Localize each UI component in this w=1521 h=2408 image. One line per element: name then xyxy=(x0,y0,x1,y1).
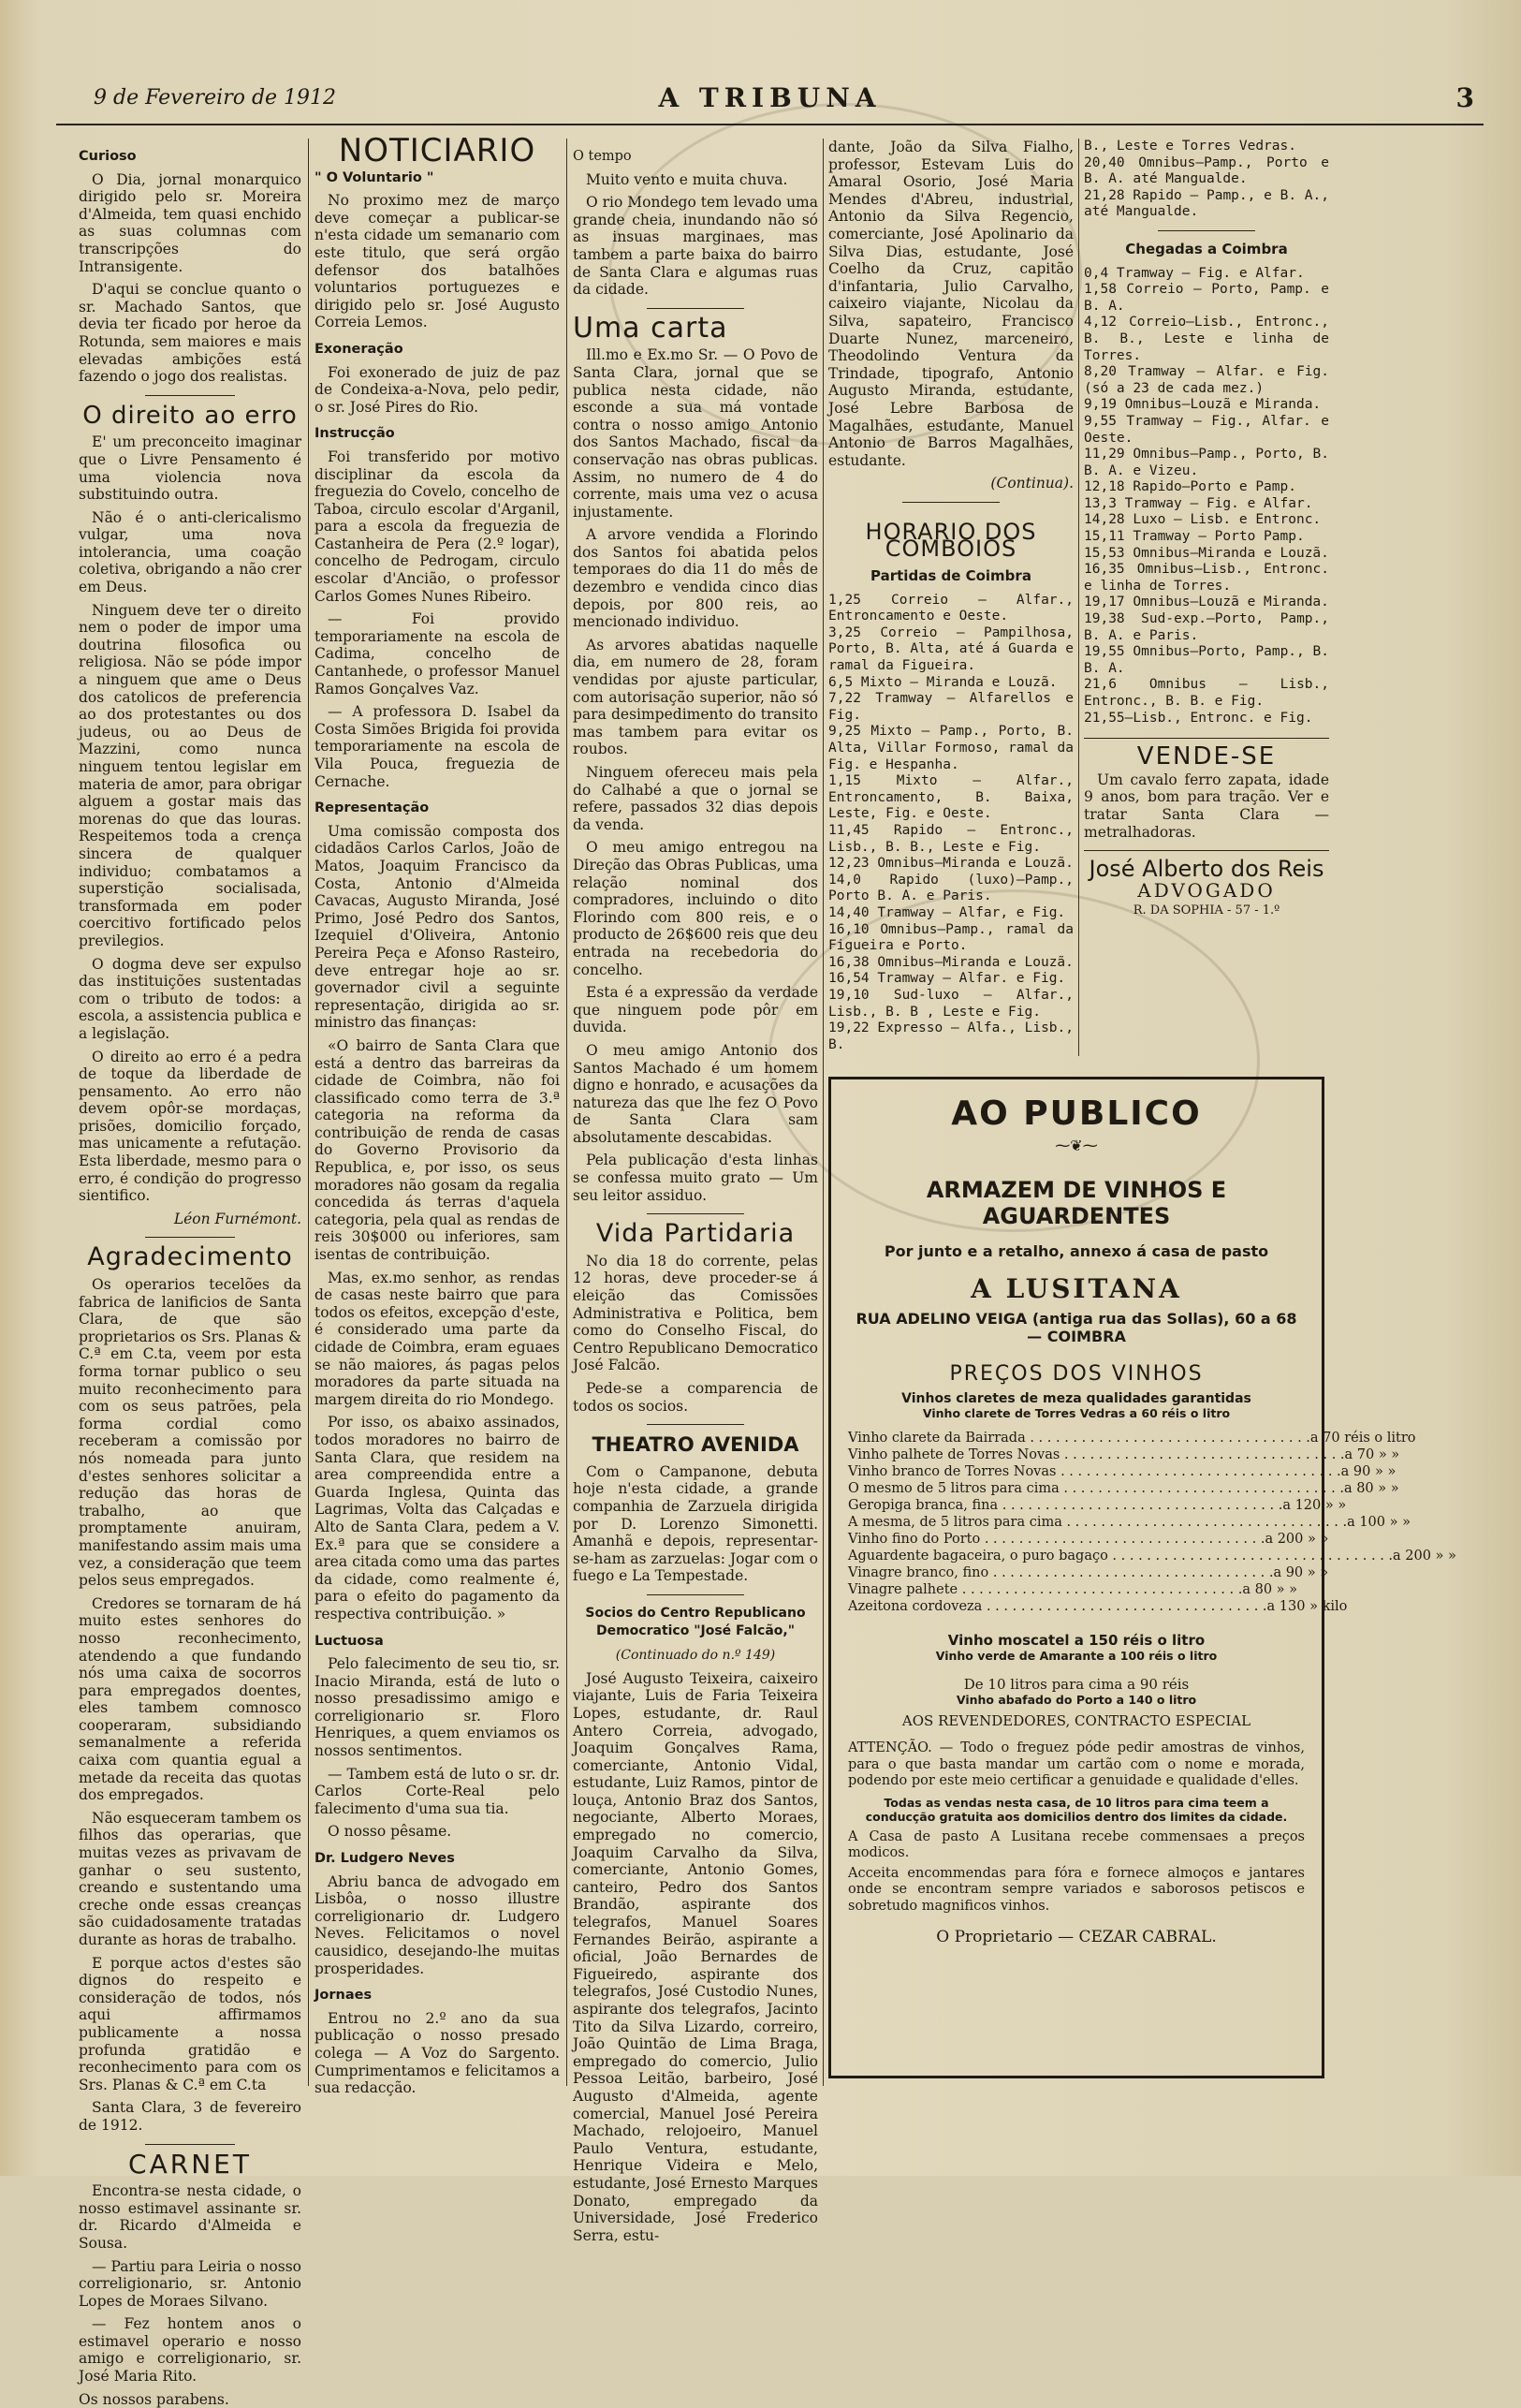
attention-text: ATTENÇÃO. — Todo o freguez póde pedir amostras de vinhos, para o que basta mandar um cartão com o nome e morada, podendo por este meio certificar a genuidade e qualidade d'elles. xyxy=(848,1740,1305,1788)
advogado-name: José Alberto dos Reis xyxy=(1089,856,1324,883)
ludgero-text: Abriu banca de advogado em Lisbôa, o nosso illustre correligionario dr. Ludgero Neves. Felicitamos o novel causidico, desejando-lhe muitas prosperidades. xyxy=(314,1872,560,1977)
column-2 xyxy=(314,132,560,2097)
departure-row: 1,15 Mixto — Alfar., Entroncamento, B. Baixa, Leste, Fig. e Oeste. xyxy=(828,773,1074,822)
wine-name: Geropiga branca, fina . . . xyxy=(848,1497,1282,1514)
luctuosa-title: Luctuosa xyxy=(314,1633,384,1649)
departure-row: 11,45 Rapido — Entronc., Lisb., B. B., Leste e Fig. xyxy=(828,822,1074,855)
exoneracao-title: Exoneração xyxy=(314,341,403,357)
advogado-address: R. DA SOPHIA - 57 - 1.º xyxy=(1133,903,1280,918)
wine-name: Vinagre branco, fino . . . xyxy=(848,1564,1273,1581)
carta-paragraph: A arvore vendida a Florindo dos Santos foi abatida pelos temporaes do dia 11 do mês de dezembro e vendida cinco dias depois, por 800 reis, ao mencionado individuo. xyxy=(573,526,818,631)
socios-text: José Augusto Teixeira, caixeiro viajante, Luis de Faria Teixeira Lopes, estudante, dr. Raul Antero Correia, advogado, Joaquim Gonçalves Rama, comerciante, Antonio Vidal, estudante, Luiz Ramos, pintor de louça, Antonio Braz dos Santos, negociante, Alberto Moraes, empregado no comercio, Joaquim Carvalho da Silva, comerciante, Antonio Gomes, canteiro, Pedro dos Santos Brandão, aspirante dos telegrafos, Manuel Soares Fernandes Beirão, aspirante a oficial, João Bernardes de Figueiredo, aspirante dos telegrafos, José Custodio Nunes, aspirante dos telegrafos, Jacinto Tito da Silva Lizardo, correiro, João Quintão de Lima Braga, empregado do comercio, Julio Pessoa Leitão, barbeiro, José Augusto d'Almeida, agente comercial, Manuel José Pereira Machado, relojoeiro, Manuel Paulo Ventura, estudante, Henrique Videira e Melo, estudante, José Ernesto Marques Donato, empregado da Universidade, José Frederico Serra, estu- xyxy=(573,1669,818,2244)
vende-se-box xyxy=(1084,738,1329,841)
vida-partidaria-title: Vida Partidaria xyxy=(595,1219,796,1249)
voluntario-title: " O Voluntario " xyxy=(314,169,434,185)
agradecimento-title: Agradecimento xyxy=(87,1242,293,1272)
exoneracao-text: Foi exonerado de juiz de paz de Condeixa-a-Nova, pelo pedir, o sr. José Pires do Rio. xyxy=(314,363,560,416)
column-divider xyxy=(308,139,309,2086)
carnet-paragraph: Os nossos parabens. xyxy=(79,2390,229,2408)
direito-paragraph: Ninguem deve ter o direito nem o poder de impor uma doutrina filosofica ou religiosa. Não se póde impor a ninguem que ame o Deus dos catolicos de preferencia ao dos protestantes ou dos judeus, ou ao Deus de Mazzini, como nunca ninguem tentou legislar em materia de amor, para obrigar alguem a gostar mais das morenas do que das louras. Respeitemos toda a crença sincera de qualquer individuo; combatamos a superstição socialisada, transformada em poder coercitivo fortificado pelos previlegios. xyxy=(79,601,301,949)
jornaes-title: Jornaes xyxy=(314,1988,373,2004)
departure-row: 16,10 Omnibus—Pamp., ramal da Figueira e Porto. xyxy=(828,921,1074,954)
arrival-row: 21,6 Omnibus — Lisb., Entronc., B. B. e Fig. xyxy=(1084,677,1329,709)
arrival-row: 19,55 Omnibus—Porto, Pamp., B. B. A. xyxy=(1084,644,1329,676)
jornaes-text: Entrou no 2.º ano da sua publicação o nosso presado colega — A Voz do Sargento. Cumprimentamos e felicitamos a sua redacção. xyxy=(314,2009,560,2097)
direito-paragraph: E' um preconceito imaginar que o Livre Pensamento é uma violencia nova substituindo outra. xyxy=(79,433,301,504)
wine-row xyxy=(848,1581,1305,1598)
representacao-title: Representação xyxy=(314,800,430,816)
theatro-title: THEATRO AVENIDA xyxy=(592,1433,799,1457)
arrival-row: 9,55 Tramway — Fig., Alfar. e Oeste. xyxy=(1084,413,1329,446)
arrival-row: 16,35 Omnibus—Lisb., Entronc. e linha de Torres. xyxy=(1084,562,1329,594)
wine-price: a 80 » » xyxy=(1343,1481,1399,1496)
column-divider xyxy=(1078,139,1079,1056)
departure-row: 6,5 Mixto — Miranda e Louzã. xyxy=(828,674,1058,690)
arrival-row: 19,38 Sud-exp.—Porto, Pamp., B. A. e Paris. xyxy=(1084,611,1329,643)
advogado-card xyxy=(1084,850,1329,920)
carnet-paragraph: — Partiu para Leiria o nosso correligionario, sr. Antonio Lopes de Moraes Silvano. xyxy=(79,2257,301,2310)
header-rule xyxy=(56,124,1484,125)
luctuosa-text: — Tambem está de luto o sr. dr. Carlos Corte-Real pelo falecimento d'uma sua tia. xyxy=(314,1765,560,1817)
column-4 xyxy=(828,139,1074,1075)
ad-shop-name: A LUSITANA xyxy=(971,1273,1182,1304)
vida-text: Pede-se a comparencia de todos os socios. xyxy=(573,1380,818,1415)
wine-row xyxy=(848,1531,1329,1548)
wine-name: Vinho branco de Torres Novas . . . xyxy=(848,1463,1341,1480)
wine-price: a 80 » » xyxy=(1242,1582,1298,1597)
carta-paragraph: Pela publicação d'esta linhas se confessa muito grato — Um seu leitor assiduo. xyxy=(573,1152,818,1204)
ad-headline: AO PUBLICO xyxy=(951,1094,1202,1133)
delivery-note: Todas as vendas nesta casa, de 10 litros para cima teem a conducção gratuita aos domicilios dentro dos limites da cidade. xyxy=(865,1795,1288,1824)
wine-name: Azeitona cordoveza . . . xyxy=(848,1598,1267,1615)
wine-name: Aguardente bagaceira, o puro bagaço . . . xyxy=(848,1548,1393,1564)
column-1 xyxy=(79,139,301,2408)
section-rule xyxy=(145,2144,234,2145)
carnet-paragraph: — Fez hontem anos o estimavel operario e nosso amigo e correligionario, sr. José Maria Rito. xyxy=(79,2315,301,2386)
ad-address: RUA ADELINO VEIGA (antiga rua das Sollas), 60 a 68 — COIMBRA xyxy=(856,1310,1297,1345)
ad-tagline: Por junto e a retalho, annexo á casa de pasto xyxy=(884,1242,1269,1260)
arrival-row: 15,53 Omnibus—Miranda e Louzã. xyxy=(1084,545,1329,561)
wine-price-table xyxy=(848,1430,1456,1615)
vinho-verde-price: Vinho verde de Amarante a 100 réis o litro xyxy=(935,1649,1218,1663)
luctuosa-text: Pelo falecimento de seu tio, sr. Inacio Miranda, está de luto o nosso presadissimo amigo e correligionario sr. Floro Henriques, a quem enviamos os nossos sentimentos. xyxy=(314,1655,560,1760)
proprietor-line: O Proprietario — CEZAR CABRAL. xyxy=(936,1928,1217,1946)
wine-price: a 130 » kilo xyxy=(1266,1599,1348,1614)
socios-continued: (Continuado do n.º 149) xyxy=(615,1648,776,1664)
partidas-title: Partidas de Coimbra xyxy=(870,567,1031,585)
chegadas-title: Chegadas a Coimbra xyxy=(1125,240,1288,257)
luctuosa-text: O nosso pêsame. xyxy=(328,1823,452,1841)
departure-row: 16,38 Omnibus—Miranda e Louzã. xyxy=(828,954,1074,970)
casa-pasto-note: A Casa de pasto A Lusitana recebe commensaes a preços modicos. xyxy=(848,1828,1305,1860)
departure-row: 7,22 Tramway — Alfarellos e Fig. xyxy=(828,691,1074,723)
column-3 xyxy=(573,139,818,2244)
wine-name: O mesmo de 5 litros para cima . . . xyxy=(848,1480,1344,1497)
masthead xyxy=(56,82,1484,120)
ad-prices-subtitle: Vinhos claretes de meza qualidades garantidas xyxy=(901,1391,1251,1406)
ad-prices-title: PREÇOS DOS VINHOS xyxy=(949,1362,1204,1386)
socios-continued-text: dante, João da Silva Fialho, professor, Estevam Luis do Amaral Osorio, José Maria Mendes d'Abreu, industrial, Antonio da Silva Regencio, comerciante, José Apolinario da Silva Dias, estudante, José Coelho da Cruz, capitão d'infantaria, Julio Carvalho, caixeiro viajante, Nicolau da Silva, sapateiro, Francisco Duarte Nunez, marceneiro, Theodolindo Ventura da Trindade, tipografo, Antonio Augusto Miranda, estudante, José Lebre Barbosa de Magalhães, estudante, Manuel Antonio de Barros Magalhães, estudante. xyxy=(828,139,1074,469)
wine-name: Vinho clarete da Bairrada . . . xyxy=(848,1430,1310,1446)
departures-list xyxy=(828,593,1074,1054)
departure-row: 19,22 Expresso — Alfa., Lisb., B. xyxy=(828,1020,1074,1052)
wine-row xyxy=(848,1548,1456,1564)
carta-title: Uma carta xyxy=(573,311,728,345)
departure-row: B., Leste e Torres Vedras. xyxy=(1084,139,1296,154)
departure-row: 19,10 Sud-luxo — Alfar., Lisb., B. B , Leste e Fig. xyxy=(828,987,1074,1020)
section-rule xyxy=(647,1424,745,1425)
encommendas-note: Acceita encommendas para fóra e fornece almoços e jantares onde se encontram sempre variados e saborosos petiscos e sobretudo magnificos vinhos. xyxy=(848,1865,1305,1914)
tempo-title: O tempo xyxy=(573,149,632,164)
page-number: 3 xyxy=(1455,82,1474,113)
vende-se-text: Um cavalo ferro zapata, idade 9 anos, bom para tração. Ver e tratar Santa Clara — metralhadoras. xyxy=(1084,771,1329,841)
departure-row: 9,25 Mixto — Pamp., Porto, B. Alta, Villar Formoso, ramal da Fig. e Hespanha. xyxy=(828,724,1074,772)
arrival-row: 0,4 Tramway — Fig. e Alfar. xyxy=(1084,265,1305,281)
direito-paragraph: O dogma deve ser expulso das instituições sustentadas com o tributo de todos: a escola, a assistencia publica e a legislação. xyxy=(79,955,301,1042)
ad-subheadline: ARMAZEM DE VINHOS E AGUARDENTES xyxy=(926,1177,1227,1229)
carta-paragraph: O meu amigo entregou na Direção das Obras Publicas, uma relação nominal dos compradores, incluindo o dito Florindo com 800 reis, e o producto de 26$600 reis que deu entrada na recebedoria do concelho. xyxy=(573,839,818,978)
lusitana-advertisement xyxy=(828,1077,1456,2078)
arrival-row: 15,11 Tramway — Porto Pamp. xyxy=(1084,529,1305,545)
agradecimento-paragraph: Santa Clara, 3 de fevereiro de 1912. xyxy=(79,2099,301,2134)
section-rule xyxy=(145,1237,234,1238)
vende-se-title: VENDE-SE xyxy=(1136,742,1277,771)
wine-name: A mesma, de 5 litros para cima . . . xyxy=(848,1514,1347,1531)
abafado-price: Vinho abafado do Porto a 140 o litro xyxy=(956,1693,1197,1707)
paper-title: A TRIBUNA xyxy=(658,82,882,113)
departure-row: 14,40 Tramway — Alfar, e Fig. xyxy=(828,904,1066,920)
section-rule xyxy=(902,502,1001,503)
direito-paragraph: O direito ao erro é a pedra de toque da liberdade de pensamento. Ao erro não devem opôr-se mordaças, prisões, domicilio forçado, mas unicamente a refutação. Esta liberdade, mesmo para o erro, é condição do progresso sientifico. xyxy=(79,1048,301,1205)
departure-row: 21,28 Rapido — Pamp., e B. A., até Mangualde. xyxy=(1084,187,1329,220)
ludgero-title: Dr. Ludgero Neves xyxy=(314,1851,455,1867)
issue-date: 9 de Fevereiro de 1912 xyxy=(94,86,337,110)
departure-row: 3,25 Correio — Pampilhosa, Porto, B. Alta, até á Guarda e ramal da Figueira. xyxy=(828,624,1074,674)
instrucao-title: Instrucção xyxy=(314,426,395,442)
noticiario-title: NOTICIARIO xyxy=(338,132,536,169)
departure-row: 14,0 Rapido (luxo)—Pamp., Porto B. A. e Paris. xyxy=(828,872,1074,904)
wine-price: a 120 » » xyxy=(1282,1498,1347,1513)
carnet-paragraph: Encontra-se nesta cidade, o nosso estimavel assinante sr. dr. Ricardo d'Almeida e Sousa. xyxy=(79,2182,301,2252)
carta-paragraph: As arvores abatidas naquelle dia, em numero de 28, foram vendidas por ajuste particular, com autorisação superior, não só para desimpedimento do transito mas tambem para evitar os roubos. xyxy=(573,636,818,758)
agradecimento-paragraph: Os operarios tecelões da fabrica de lanificios de Santa Clara, de que são proprietarios os Srs. Planas & C.ª em C.ta, veem por esta forma tornar publico o seu muito reconhecimento para com os seus patrões, pela forma cordial como receberam a comissão por nós nomeada para junto d'estes senhores solicitar a redução das horas de trabalho, ao que promptamente anuiram, manifestando assim mais uma vez, a consideração que teem pelos seus empregados. xyxy=(79,1276,301,1590)
arrival-row: 9,19 Omnibus—Louzã e Miranda. xyxy=(1084,397,1322,413)
wine-price: a 90 » » xyxy=(1273,1565,1329,1580)
wine-price: a 70 réis o litro xyxy=(1309,1431,1416,1446)
agradecimento-paragraph: E porque actos d'estes são dignos do respeito e consideração de todos, nós aqui affirmamos publicamente a nossa profunda gratidão e reconhecimento para com os Srs. Planas & C.ª em C.ta xyxy=(79,1954,301,2093)
wine-row xyxy=(848,1598,1348,1615)
advogado-role: ADVOGADO xyxy=(1137,878,1276,902)
arrival-row: 19,17 Omnibus—Louzã e Miranda. xyxy=(1084,595,1329,610)
wine-row xyxy=(848,1446,1400,1463)
arrival-row: 14,28 Luxo — Lisb. e Entronc. xyxy=(1084,512,1322,528)
wine-name: Vinagre palhete . . . xyxy=(848,1581,1242,1598)
wine-name: Vinho fino do Porto . . . xyxy=(848,1531,1265,1548)
ornament-icon: ⁓❦⁓ xyxy=(1055,1137,1098,1154)
section-rule xyxy=(1158,230,1256,231)
representacao-text: «O bairro de Santa Clara que está a dentro das barreiras da cidade de Coimbra, não foi classificado como terra de 3.ª categoria na reforma da contribuição de renda de casas do Governo Provisorio da Republica, e, por isso, os seus moradores não gosam da regalia concedida ás terras d'aquela categoria, pela qual as rendas de reis 30$000 ou inferiores, sam isentas de contribuição. xyxy=(314,1036,560,1264)
departure-row: 20,40 Omnibus—Pamp., Porto e B. A. até Mangualde. xyxy=(1084,154,1329,187)
departure-row: 16,54 Tramway — Alfar. e Fig. xyxy=(828,971,1066,987)
theatro-text: Com o Campanone, debuta hoje n'esta cidade, a grande companhia de Zarzuela dirigida por D. Lorenzo Simonetti. Amanhã e depois, representar-se-ham as zarzuelas: Jogar com o fuego e La Tempestade. xyxy=(573,1462,818,1585)
ad-prices-note: Vinho clarete de Torres Vedras a 60 réis o litro xyxy=(922,1406,1231,1420)
horario-title: HORARIO DOS COMBOIOS xyxy=(865,518,1037,563)
column-divider xyxy=(566,139,567,2086)
tempo-text: Muito vento e muita chuva. xyxy=(586,170,788,188)
vida-text: No dia 18 do corrente, pelas 12 horas, deve proceder-se á eleição das Comissões Administrativa e Politica, bem como do Conselho Fiscal, do Centro Republicano Democratico José Falcão. xyxy=(573,1252,818,1374)
wine-row xyxy=(848,1463,1397,1480)
bulk-price: De 10 litros para cima a 90 réis xyxy=(963,1676,1190,1693)
direito-title: O direito ao erro xyxy=(82,401,298,430)
carta-paragraph: Esta é a expressão da verdade que ninguem pode pôr em duvida. xyxy=(573,984,818,1036)
carta-paragraph: Ninguem ofereceu mais pela do Calhabé a que o jornal se refere, passados 32 dias depois da venda. xyxy=(573,764,818,833)
column-5 xyxy=(1084,139,1329,1075)
agradecimento-paragraph: Não esqueceram tambem os filhos das operarias, que muitas vezes as privavam de ganhar o seu sustento, creando e sustentando uma creche onde essas creanças são cuidadosamente tratadas durante as horas de trabalho. xyxy=(79,1809,301,1948)
agradecimento-paragraph: Credores se tornaram de há muito estes senhores do nosso reconhecimento, atendendo a que fundando nós uma caixa de socorros para empregados doentes, eles tambem comnosco cooperaram, subsidiando semanalmente a referida caixa com quantia egual a metade da receita das quotas dos empregados. xyxy=(79,1594,301,1804)
tempo-text: O rio Mondego tem levado uma grande cheia, inundando não só as insuas marginaes, mas tambem a parte baixa do bairro de Santa Clara e algumas ruas da cidade. xyxy=(573,194,818,299)
wine-price: a 200 » » xyxy=(1265,1532,1329,1547)
wine-row xyxy=(848,1480,1399,1497)
instrucao-text: Foi transferido por motivo disciplinar da escola da freguezia do Covelo, concelho de Taboa, circulo escolar d'Arganil, para a escola da freguezia de Castanheira de Pera (2.º logar), concelho de Pedrogam, circulo escolar d'Ancião, o professor Carlos Gomes Nunes Ribeiro. xyxy=(314,448,560,605)
wine-name: Vinho palhete de Torres Novas . . . xyxy=(848,1446,1345,1463)
instrucao-text: — A professora D. Isabel da Costa Simões Brigida foi provida temporariamente na escola de Vila Pouca, freguezia de Cernache. xyxy=(314,703,560,790)
arrival-row: 12,18 Rapido—Porto e Pamp. xyxy=(1084,479,1296,495)
wine-row xyxy=(848,1497,1347,1514)
arrivals-list xyxy=(1084,266,1329,727)
instrucao-text: — Foi provido temporariamente na escola de Cadima, concelho de Cantanhede, o professor Manuel Ramos Gonçalves Vaz. xyxy=(314,610,560,697)
column-divider xyxy=(823,139,824,2086)
curioso-title: Curioso xyxy=(79,149,137,164)
article-signature: Léon Furnémont. xyxy=(173,1210,301,1227)
section-rule xyxy=(647,1213,745,1214)
wine-row xyxy=(848,1514,1411,1531)
carta-paragraph: Ill.mo e Ex.mo Sr. — O Povo de Santa Clara, jornal que se publica nesta cidade, não esconde a sua má vontade contra o nosso amigo Antonio dos Santos Machado, fiscal da conservação nas obras publicas. Assim, no numero de 4 do corrente, mais uma vez o acusa injustamente. xyxy=(573,346,818,521)
arrival-row: 4,12 Correio—Lisb., Entronc., B. B., Leste e linha de Torres. xyxy=(1084,315,1329,363)
departure-row: 12,23 Omnibus—Miranda e Louzã. xyxy=(828,856,1074,872)
representacao-text: Por isso, os abaixo assinados, todos moradores no bairro de Santa Clara, que residem na area compreendida entre a Guarda Inglesa, Quinta das Lagrimas, Volta das Calçadas e Alto de Santa Clara, pedem a V. Ex.ª para que se considere a area citada como uma das partes da cidade, como realmente é, para o efeito do pagamento da respectiva contribuição. » xyxy=(314,1414,560,1622)
curioso-text: D'aqui se conclue quanto o sr. Machado Santos, que devia ter ficado por heroe da Rotunda, sem maiores e mais elevadas ambições está fazendo o jogo dos realistas. xyxy=(79,281,301,386)
curioso-text: O Dia, jornal monarquico dirigido pelo sr. Moreira d'Almeida, tem quasi enchido as suas columnas com transcripções do Intransigente. xyxy=(79,170,301,275)
arrival-row: 13,3 Tramway — Fig. e Alfar. xyxy=(1084,495,1313,511)
carnet-title: CARNET xyxy=(128,2148,252,2180)
arrival-row: 1,58 Correio — Porto, Pamp. e B. A. xyxy=(1084,282,1329,314)
wine-price: a 100 » » xyxy=(1347,1515,1411,1530)
representacao-text: Uma comissão composta dos cidadãos Carlos Carlos, João de Matos, Joaquim Francisco da Costa, Antonio d'Almeida Cavacas, Augusto Miranda, José Primo, José Pedro dos Santos, Izequiel d'Oliveira, Antonio Pereira Peça e Afonso Rasteiro, deve entregar hoje ao sr. governador civil a seguinte representação, dirigida ao sr. ministro das finanças: xyxy=(314,822,560,1032)
wine-row xyxy=(848,1564,1329,1581)
section-rule xyxy=(647,1594,745,1595)
carta-paragraph: O meu amigo Antonio dos Santos Machado é um homem digno e honrado, e acusações da natureza das que lhe fez O Povo de Santa Clara sam absolutamente descabidas. xyxy=(573,1041,818,1146)
socios-title: Socios do Centro Republicano Democratico "José Falcão," xyxy=(585,1605,806,1638)
departure-row: 1,25 Correio — Alfar., Entroncamento e Oeste. xyxy=(828,592,1074,624)
wine-price: a 70 » » xyxy=(1344,1447,1400,1462)
moscatel-price: Vinho moscatel a 150 réis o litro xyxy=(947,1632,1206,1649)
section-rule xyxy=(647,308,745,309)
voluntario-text: No proximo mez de março deve começar a publicar-se n'esta cidade um semanario com este titulo, que será orgão defensor dos batalhões voluntarios portuguezes e dirigido pelo sr. José Augusto Correia Lemos. xyxy=(314,192,560,331)
continua-note: (Continua). xyxy=(990,475,1074,492)
representacao-text: Mas, ex.mo senhor, as rendas de casas neste bairro que para todos os efeitos, excepção d'este, é considerado uma parte da cidade de Coimbra, eram eguaes se não maiores, ás pagas pelos moradores da parte situada na margem direita do rio Mondego. xyxy=(314,1269,560,1408)
wine-row xyxy=(848,1430,1416,1446)
arrival-row: 11,29 Omnibus—Pamp., Porto, B. B. A. e Vizeu. xyxy=(1084,447,1329,478)
direito-paragraph: Não é o anti-clericalismo vulgar, uma nova intolerancia, uma coação coletiva, obrigando a não crer em Deus. xyxy=(79,508,301,596)
departures-list-continued xyxy=(1084,139,1329,221)
arrival-row: 21,55—Lisb., Entronc. e Fig. xyxy=(1084,710,1313,726)
revendedores-note: AOS REVENDEDORES, CONTRACTO ESPECIAL xyxy=(901,1712,1251,1729)
section-rule xyxy=(145,395,234,396)
wine-price: a 90 » » xyxy=(1340,1464,1397,1479)
wine-price: a 200 » » xyxy=(1393,1549,1456,1564)
arrival-row: 8,20 Tramway — Alfar. e Fig. (só a 23 de cada mez.) xyxy=(1084,364,1329,396)
